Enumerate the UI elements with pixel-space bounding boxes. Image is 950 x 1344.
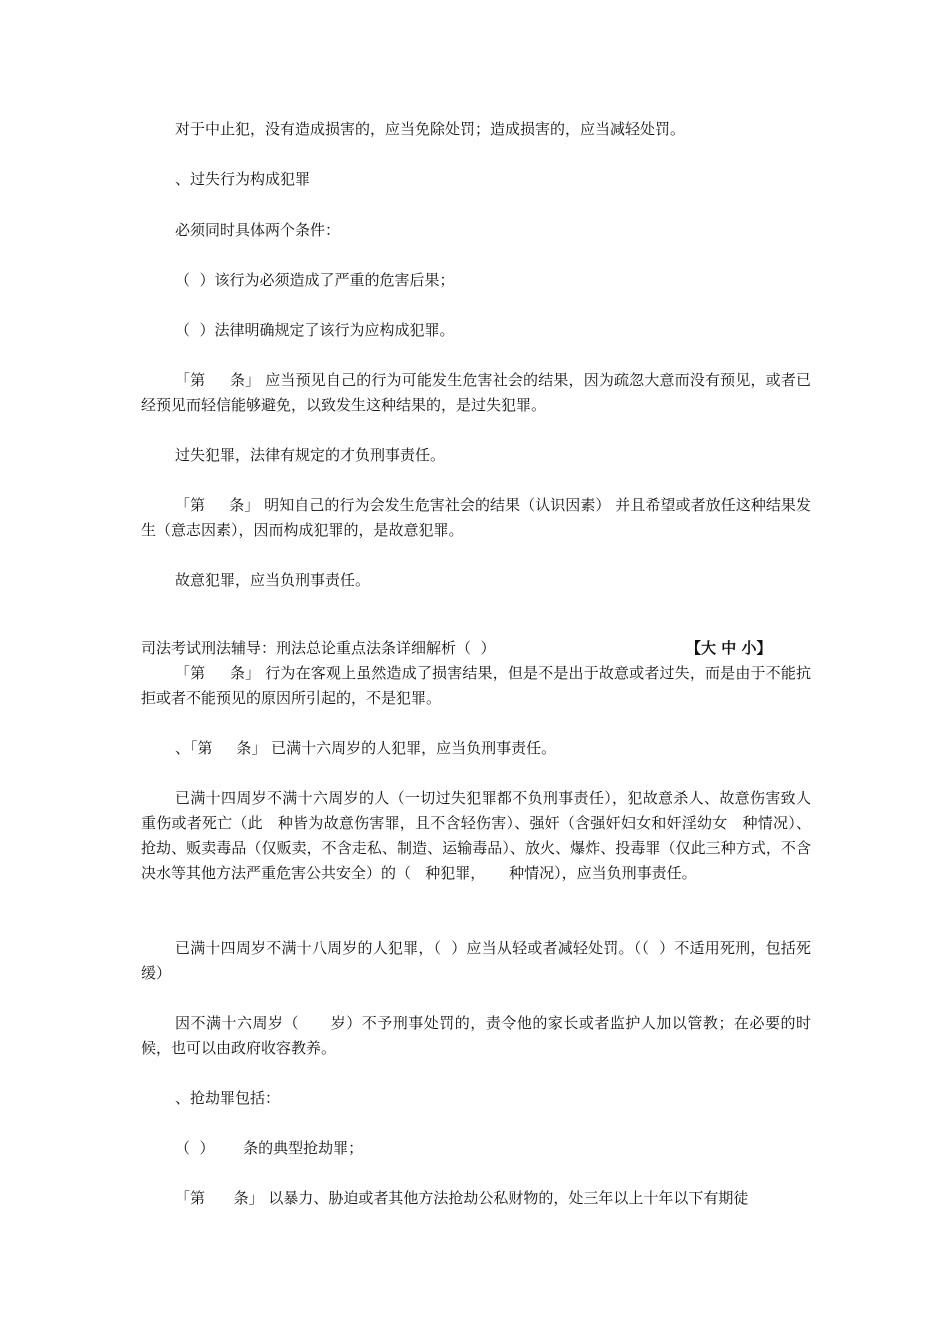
- font-size-large-link[interactable]: 大: [701, 639, 717, 657]
- bracket-open: 【: [686, 639, 702, 657]
- paragraph-age-fourteen-to-eighteen: 已满十四周岁不满十八周岁的人犯罪，（ ）应当从轻或者减轻处罚。（（ ）不适用死刑，包括死缓）: [141, 939, 811, 982]
- paragraph-age-sixteen-article: 、「第 条」 已满十六周岁的人犯罪，应当负刑事责任。: [175, 739, 557, 757]
- article-title: 司法考试刑法辅导：刑法总论重点法条详细解析（ ）: [141, 639, 496, 657]
- paragraph-accident-article: 「第 条」 行为在客观上虽然造成了损害结果，但是不是出于故意或者过失，而是由于不能抗拒或者不能预见的原因所引起的，不是犯罪。: [141, 664, 811, 707]
- paragraph-under-sixteen-education: 因不满十六周岁（ 岁）不予刑事处罚的，责令他的家长或者监护人加以管教；在必要的时候，也可以由政府收容教养。: [141, 1014, 811, 1057]
- paragraph-negligent-crime-article: 「第 条」 应当预见自己的行为可能发生危害社会的结果，因为疏忽大意而没有预见，或者已经预见而轻信能够避免，以致发生这种结果的，是过失犯罪。: [141, 371, 811, 414]
- paragraph-suspension-crime: 对于中止犯，没有造成损害的，应当免除处罚；造成损害的，应当减轻处罚。: [175, 120, 686, 138]
- paragraph-negligent-heading: 、过失行为构成犯罪: [175, 170, 311, 188]
- bracket-close: 】: [756, 639, 772, 657]
- paragraph-typical-robbery: （ ） 条的典型抢劫罪；: [175, 1139, 364, 1157]
- paragraph-age-fourteen-to-sixteen: 已满十四周岁不满十六周岁的人（一切过失犯罪都不负刑事责任），犯故意杀人、故意伤害致人重伤或者死亡（此 种皆为故意伤害罪，且不含轻伤害）、强奸（含强奸妇女和奸淫幼女 种情况）、抢劫、贩卖毒品（仅贩卖，不含走私、制造、运输毒品）、放火、爆炸、投毒罪（仅此三种方式，不含决水等其他方法严重危害公共安全）的（ 种犯罪， 种情况），应当负刑事责任。: [141, 789, 811, 882]
- paragraph-intentional-crime-article: 「第 条」 明知自己的行为会发生危害社会的结果（认识因素） 并且希望或者放任这种结果发生（意志因素），因而构成犯罪的，是故意犯罪。: [141, 496, 811, 539]
- paragraph-robbery-heading: 、抢劫罪包括：: [175, 1089, 281, 1107]
- paragraph-robbery-article: 「第 条」 以暴力、胁迫或者其他方法抢劫公私财物的，处三年以上十年以下有期徒: [175, 1189, 749, 1207]
- font-size-small-link[interactable]: 小: [741, 639, 757, 657]
- paragraph-condition-1: （ ）该行为必须造成了严重的危害后果；: [175, 271, 455, 289]
- paragraph-two-conditions: 必须同时具体两个条件：: [175, 221, 341, 239]
- article-header: [141, 636, 811, 660]
- font-size-controls: [686, 636, 772, 660]
- font-size-medium-link[interactable]: 中: [721, 639, 737, 657]
- paragraph-negligent-liability: 过失犯罪，法律有规定的才负刑事责任。: [175, 446, 446, 464]
- paragraph-intentional-liability: 故意犯罪，应当负刑事责任。: [175, 571, 371, 589]
- paragraph-condition-2: （ ）法律明确规定了该行为应构成犯罪。: [175, 321, 455, 339]
